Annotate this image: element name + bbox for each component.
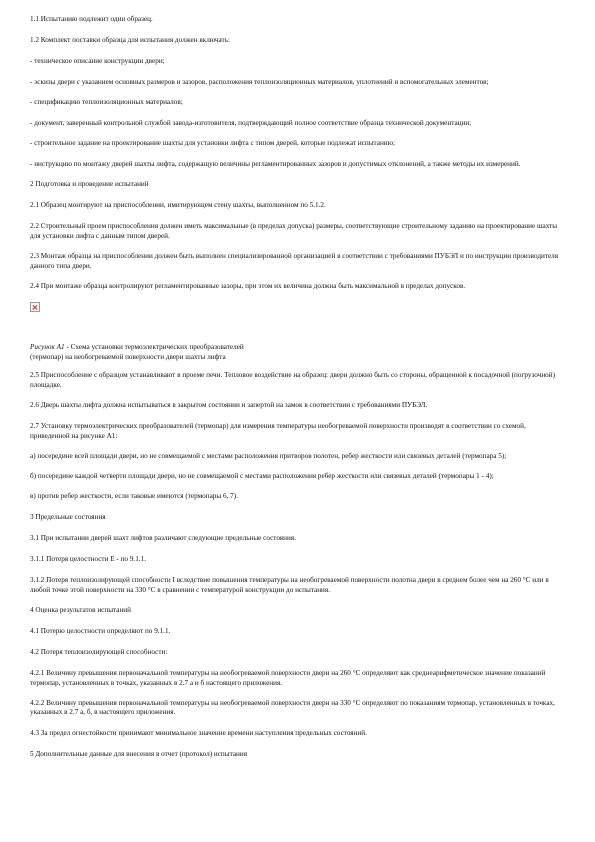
section-heading: 2 Подготовка и проведение испытаний xyxy=(30,180,149,189)
paragraph: 2.2 Строительный проем приспособления должен иметь максимальные (в пределах допуска) размеры, соответствующие строительному заданию на проектирование шахты для установки лифта с данным типом дверей. xyxy=(30,222,558,241)
paragraph: 1.2 Комплект поставки образца для испытания должен включать: xyxy=(30,35,230,44)
paragraph: 2.1 Образец монтируют на приспособлении, имитирующем стену шахты, выполненном по 5.1.2. xyxy=(30,201,326,210)
list-item: - инструкцию по монтажу дверей шахты лифта, содержащую величины регламентированных зазоров и допустимых отклонений, а также методы их измерений. xyxy=(30,160,521,169)
paragraph: 2.4 При монтаже образца контролируют регламентированные зазоры, при этом их величина должна быть максимальной в пределах допусков. xyxy=(30,282,466,291)
list-item: - спецификацию теплоизоляционных материалов; xyxy=(30,98,183,107)
list-item: - техническое описание конструкции двери; xyxy=(30,56,165,65)
paragraph: 1.1 Испытанию подлежит один образец. xyxy=(30,15,153,23)
figure-caption xyxy=(30,343,566,362)
list-item: - строительное задание на проектирование шахты для установки лифта с типом дверей, которые подлежат испытанию; xyxy=(30,139,396,148)
paragraph: 2.5 Приспособление с образцом устанавливают в проеме печи. Тепловое воздействие на образец: двери должно быть со стороны, обращенной к посадочной (погрузочной) площадке. xyxy=(30,371,556,389)
paragraph: 3.1.1 Потеря целостности Е - по 9.1.1. xyxy=(30,555,146,564)
paragraph: 2.3 Монтаж образца на приспособлении должен быть выполнен специализированной организацией в соответствии с требованиями ПУБЭЛ и по инструкции производителя данного типа двери. xyxy=(30,252,559,270)
section-two xyxy=(30,371,566,759)
section-one xyxy=(30,15,566,292)
list-item: б) посередине каждой четверти площади двери, но не совмещаемой с местами расположения ребер жесткости или связевых деталей (термопары 1 - 4); xyxy=(30,472,494,481)
paragraph: 4.2 Потеря теплоизолирующей способности: xyxy=(30,648,168,656)
list-item: а) посередине всей площади двери, но не совмещаемой с местами расположения притворов полотен, ребер жесткости или связевых деталей (термопара 5); xyxy=(30,451,507,460)
paragraph: 4.3 За предел огнестойкости принимают минимальное значение времени наступления предельных состояний. xyxy=(30,728,367,737)
paragraph: 4.1 Потерю целостности определяют по 9.1.1. xyxy=(30,627,171,636)
list-item: - эскизы двери с указанием основных размеров и зазоров, расположения теплоизоляционных материалов, уплотнений и вспомогательных элементов; xyxy=(30,77,489,86)
document-page xyxy=(30,15,566,771)
paragraph: 3.1.2 Потеря теплоизолирующей способности I вследствие повышения температуры на необогреваемой поверхности полотна двери в среднем более чем на 260 °С или в любой точке этой поверхности на 330 °С в сравнении с температурой конструкции до испытания. xyxy=(30,576,549,594)
paragraph: 3.1 При испытании дверей шахт лифтов различают следующие предельные состояния. xyxy=(30,534,296,543)
paragraph: 2.6 Дверь шахты лифта должна испытываться в закрытом состоянии и запертой на замок в соответствии с требованиями ПУБЭЛ. xyxy=(30,401,428,410)
list-item: в) против ребер жесткости, если таковые имеются (термопары 6, 7). xyxy=(30,492,238,501)
paragraph: 4.2.2 Величину превышения первоначальной температуры на необогреваемой поверхности двери на 330 °С определяют по показаниям термопар, установленных в точках, указанных в 2.7 а, б, в настоящего приложения. xyxy=(30,698,555,717)
section-heading: 4 Оценка результатов испытаний xyxy=(30,606,131,615)
figure-caption-line2: (термопар) на необогреваемой поверхности двери шахты лифта xyxy=(30,352,226,361)
broken-image-icon xyxy=(30,302,40,312)
figure-label: Рисунок А1 xyxy=(30,343,65,352)
section-heading: 5 Дополнительные данные для внесения в отчет (протокол) испытания xyxy=(30,749,248,758)
paragraph: 2.7 Установку термоэлектрических преобразователей (термопар) для измерения температуры необогреваемой поверхности производят в соответствии со схемой, приведенной на рисунке А1: xyxy=(30,422,526,440)
figure-caption-line1: - Схема установки термоэлектрических преобразователей xyxy=(64,343,244,352)
paragraph: 4.2.1 Величину превышения первоначальной температуры на необогреваемой поверхности двери на 260 °С определяют как среднеарифметическое значение показаний термопар, установленных в точках, указанных в 2.7 а и б настоящего приложения. xyxy=(30,668,546,687)
list-item: - документ, заверенный контрольной службой завода-изготовителя, подтверждающий полное соответствие образца технической документации; xyxy=(30,119,472,128)
section-heading: 3 Предельные состояния xyxy=(30,513,106,522)
